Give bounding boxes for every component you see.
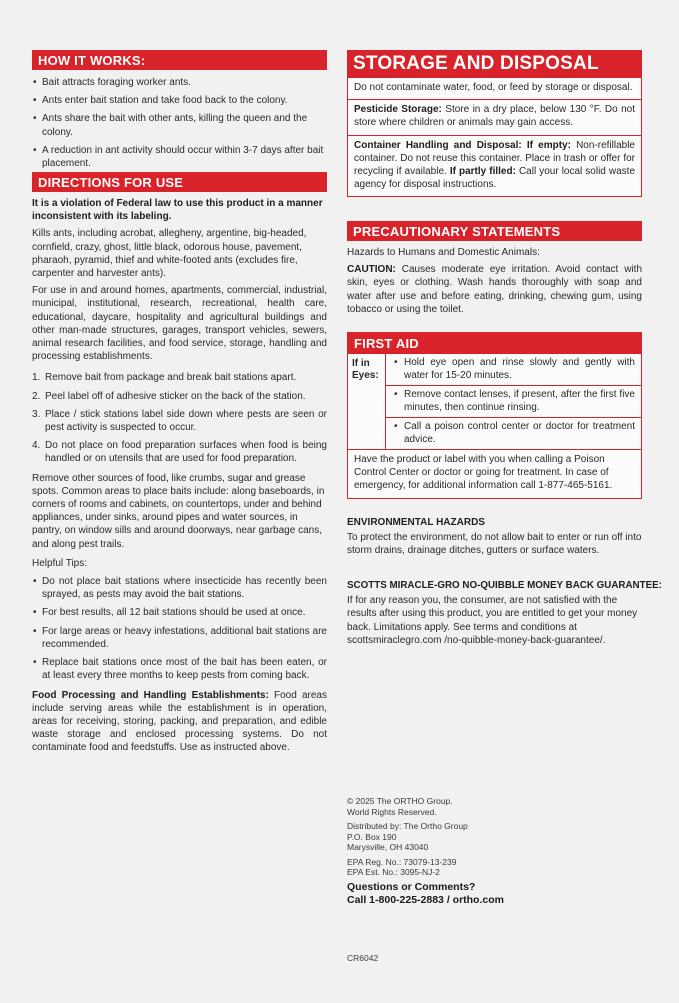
partly-filled-text: Call your local solid waste agency for disposal instructions. xyxy=(354,166,636,191)
guarantee-section xyxy=(347,579,662,647)
how-it-works-header: HOW IT WORKS: xyxy=(32,50,327,70)
first-aid-table xyxy=(348,353,641,449)
container-handling-text: Non-refillable container. Do not reuse this container. Place in trash or offer for recycling if available. xyxy=(354,139,635,178)
company-info xyxy=(347,796,642,963)
list-item: • Replace bait stations once most of the bait has been eaten, or at least every three months to keep pests from coming back. xyxy=(32,656,327,682)
list-item xyxy=(32,390,327,403)
step-text: Do not place on food preparation surfaces when food is being handled or on utensils that are used for food preparation. xyxy=(45,440,327,465)
food-processing-label: Food Processing and Handling Establishments: xyxy=(32,689,269,701)
list-item: • For best results, all 12 bait stations should be used at once. xyxy=(32,606,327,619)
helpful-tips-label: Helpful Tips: xyxy=(32,557,88,569)
list-item: • For large areas or heavy infestations, additional bait stations are recommended. xyxy=(32,625,327,651)
step-number: 3. xyxy=(32,408,41,420)
caution-label: CAUTION: xyxy=(347,264,396,276)
container-handling-row xyxy=(348,135,641,197)
first-aid-footer: Have the product or label with you when calling a Poison Control Center or doctor or going for treatment. In case of emergency, for additional information call 1-877-465-5161. xyxy=(348,449,641,498)
storage-disposal-box xyxy=(347,50,642,197)
list-item: • Do not place bait stations where insecticide has recently been sprayed, as pests may avoid the bait stations. xyxy=(32,575,327,601)
if-in-eyes-label: If in Eyes: xyxy=(348,354,386,449)
list-item: • Hold eye open and rinse slowly and gently with water for 15-20 minutes. xyxy=(386,354,641,386)
pesticide-storage-row xyxy=(348,99,641,134)
guarantee-title: SCOTTS MIRACLE-GRO NO-QUIBBLE MONEY BACK GUARANTEE: xyxy=(347,580,662,591)
environmental-title: ENVIRONMENTAL HAZARDS xyxy=(347,517,485,528)
step-text: Peel label off of adhesive sticker on the back of the station. xyxy=(45,390,306,402)
environmental-section xyxy=(347,516,642,558)
list-item: • Ants share the bait with other ants, killing the queen and the colony. xyxy=(32,112,327,138)
food-processing-body: Food areas include serving areas while the establishment is in operation, areas for receiving, storing, packing, and preparation, and edible waste storage and enclosed processing systems. Do not contaminate food and feedstuffs. Use as instructed above. xyxy=(32,689,327,754)
step-number: 1. xyxy=(32,372,41,384)
caution-body: Causes moderate eye irritation. Avoid contact with skin, eyes or clothing. Wash hands thoroughly with soap and water after use and before eating, drinking, chewing gum, using tobacco or using the toilet. xyxy=(347,264,642,315)
city: Marysville, OH 43040 xyxy=(347,842,429,852)
epa-est: EPA Est. No.: 3095-NJ-2 xyxy=(347,867,440,877)
use-in-text: For use in and around homes, apartments, commercial, industrial, municipal, institutional, research, recreational, health care, educational, daycare, hospitality and agricultural buildings and other man-made structures, garages, transport vehicles, sewers, animal research facilities, and food service, storage, handling and processing establishments. xyxy=(32,285,327,363)
list-item: • Bait attracts foraging worker ants. xyxy=(32,76,327,89)
violation-statement: It is a violation of Federal law to use this product in a manner inconsistent with its labeling. xyxy=(32,198,323,223)
tips-list xyxy=(32,575,327,682)
step-text: Place / stick stations label side down where pests are seen or pest activity is suspected to occur. xyxy=(45,408,327,434)
step-text: Remove bait from package and break bait stations apart. xyxy=(45,372,297,384)
partly-filled-label: If partly filled: xyxy=(449,166,516,178)
first-aid-box xyxy=(347,332,642,499)
list-item xyxy=(32,371,327,384)
step-number: 2. xyxy=(32,390,41,402)
first-aid-steps xyxy=(386,354,641,449)
list-item: • Ants enter bait station and take food back to the colony. xyxy=(32,94,327,107)
po-box: P.O. Box 190 xyxy=(347,831,397,842)
list-item: • Call a poison control center or doctor for treatment advice. xyxy=(386,418,641,449)
directions-section xyxy=(32,172,327,755)
rights-reserved: World Rights Reserved. xyxy=(347,806,437,817)
storage-row: Do not contaminate water, food, or feed by storage or disposal. xyxy=(348,77,641,99)
guarantee-text: If for any reason you, the consumer, are not satisfied with the results after using this product, you are entitled to get your money back. Limitations apply. See terms and conditions at scottsmiraclegro.com /no-quibble-money-back-guarantee/. xyxy=(347,595,638,646)
how-it-works-section xyxy=(32,50,327,175)
pesticide-storage-label: Pesticide Storage: xyxy=(354,104,442,116)
container-handling-label: Container Handling and Disposal: If empty: xyxy=(354,139,571,151)
precautionary-header: PRECAUTIONARY STATEMENTS xyxy=(347,221,642,241)
step-number: 4. xyxy=(32,440,41,452)
contact-phone: Call 1-800-225-2883 / ortho.com xyxy=(347,894,504,906)
distributor: Distributed by: The Ortho Group xyxy=(347,821,468,831)
precautionary-section xyxy=(347,221,642,316)
caution-text xyxy=(347,263,642,316)
first-aid-header: FIRST AID xyxy=(348,333,641,353)
hazards-label: Hazards to Humans and Domestic Animals: xyxy=(347,247,540,258)
kills-ants-text: Kills ants, including acrobat, allegheny, argentine, big-headed, cornfield, crazy, ghost, little black, odorous house, pavement, pharaoh, pyramid, thief and white-footed ants (excludes fire, carpenter and harvester ants). xyxy=(32,228,307,280)
questions-label: Questions or Comments? xyxy=(347,880,476,893)
list-item xyxy=(32,439,327,465)
remove-food-text: Remove other sources of food, like crumbs, sugar and grease spots. Common areas to place baits include: along baseboards, in corners of rooms and cabinets, on countertops, under and behind appliances, under sinks, around pipes and water sources, in pantry, on window sills and around doorways, near garbage cans, and along pest trails. xyxy=(32,472,325,550)
product-code: CR6042 xyxy=(347,952,379,963)
list-item xyxy=(32,408,327,434)
food-processing-text xyxy=(32,689,327,755)
list-item: • Remove contact lenses, if present, after the first five minutes, then continue rinsing. xyxy=(386,386,641,418)
steps-list xyxy=(32,371,327,465)
storage-disposal-header: STORAGE AND DISPOSAL xyxy=(348,51,641,77)
environmental-text: To protect the environment, do not allow bait to enter or run off into storm drains, drainage ditches, gutters or surface waters. xyxy=(347,532,642,557)
directions-header: DIRECTIONS FOR USE xyxy=(32,172,327,192)
pesticide-storage-text: Store in a dry place, below 130 °F. Do not store where children or animals may gain access. xyxy=(354,104,635,129)
list-item: • A reduction in ant activity should occur within 3-7 days after bait placement. xyxy=(32,144,327,170)
copyright: © 2025 The ORTHO Group. xyxy=(347,796,453,806)
how-it-works-list xyxy=(32,76,327,170)
epa-reg: EPA Reg. No.: 73079-13-239 xyxy=(347,856,457,867)
